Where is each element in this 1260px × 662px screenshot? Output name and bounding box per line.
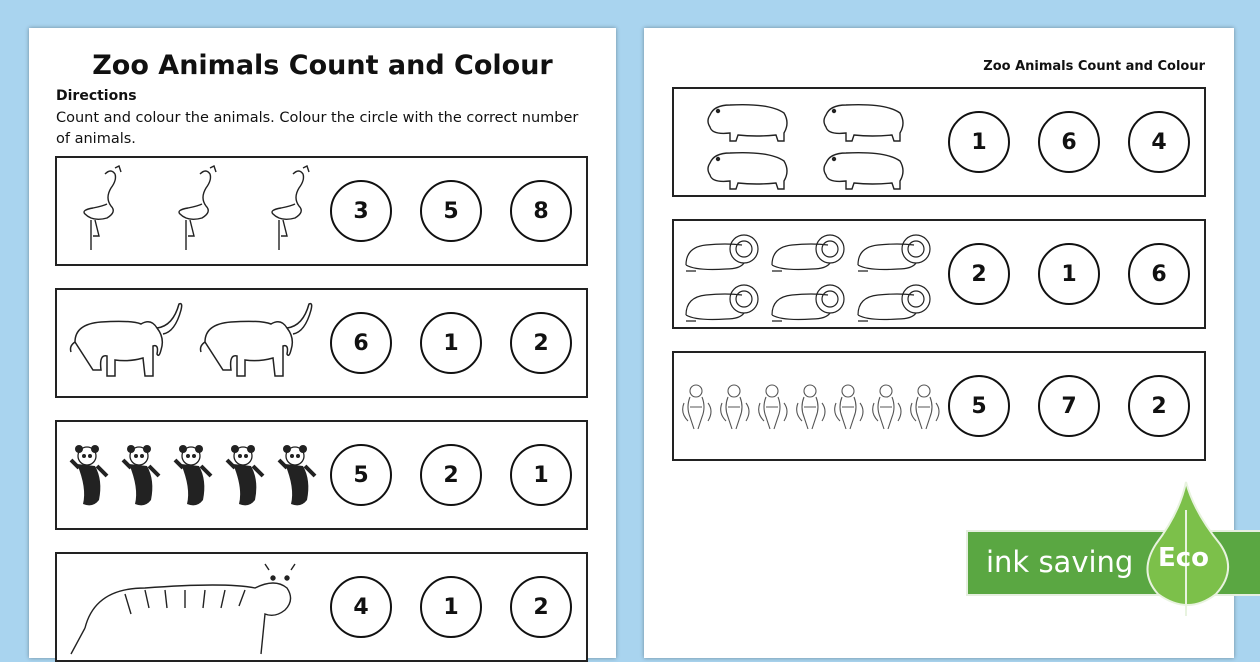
worksheet-page-1 [29,28,616,658]
monkey-group [682,357,952,455]
flamingo-icon [272,166,309,250]
hippo-icon [708,105,787,141]
answer-circle[interactable]: 4 [330,576,392,638]
answer-circle[interactable]: 1 [510,444,572,506]
count-row-panda [55,420,588,530]
answer-circle[interactable]: 6 [330,312,392,374]
elephant-icon [71,304,182,376]
answer-circle[interactable]: 8 [510,180,572,242]
hippo-group [702,93,922,191]
monkey-icon [759,385,787,429]
lion-icon [686,285,758,321]
answer-circle[interactable]: 7 [1038,375,1100,437]
answer-circle[interactable]: 1 [948,111,1010,173]
page-header-title: Zoo Animals Count and Colour [983,59,1205,74]
panda-icon [227,445,263,505]
answer-circle[interactable]: 3 [330,180,392,242]
panda-icon [123,445,159,505]
panda-icon [175,445,211,505]
answer-circle[interactable]: 2 [510,312,572,374]
answer-circle[interactable]: 2 [1128,375,1190,437]
tiger-group [65,558,315,656]
elephant-group [65,294,325,392]
directions-heading: Directions [56,88,137,104]
flamingo-group [65,162,315,260]
answer-circle[interactable]: 6 [1038,111,1100,173]
panda-icon [279,445,315,505]
answer-circle[interactable]: 6 [1128,243,1190,305]
count-row-monkey [672,351,1206,461]
answer-circle[interactable]: 1 [420,312,482,374]
lion-icon [772,235,844,271]
monkey-icon [683,385,711,429]
elephant-icon [201,304,312,376]
flamingo-icon [179,166,216,250]
answer-circle[interactable]: 5 [420,180,482,242]
answer-circle[interactable]: 5 [330,444,392,506]
tiger-icon [71,564,295,654]
lion-icon [858,235,930,271]
hippo-icon [824,105,903,141]
hippo-icon [824,153,903,189]
flamingo-icon [84,166,121,250]
answer-circle[interactable]: 5 [948,375,1010,437]
answer-circle[interactable]: 1 [420,576,482,638]
lion-group [682,225,942,323]
lion-icon [772,285,844,321]
count-row-lion [672,219,1206,329]
monkey-icon [873,385,901,429]
answer-circle[interactable]: 4 [1128,111,1190,173]
count-row-tiger [55,552,588,662]
page-title: Zoo Animals Count and Colour [92,50,553,81]
hippo-icon [708,153,787,189]
lion-icon [858,285,930,321]
panda-group [65,426,325,524]
directions-text: Count and colour the animals. Colour the circle with the correct number of animals. [56,110,579,147]
lion-icon [686,235,758,271]
answer-circle[interactable]: 1 [1038,243,1100,305]
monkey-icon [835,385,863,429]
count-row-flamingo [55,156,588,266]
count-row-elephant [55,288,588,398]
ink-saving-label: ink saving [986,545,1134,579]
monkey-icon [797,385,825,429]
monkey-icon [721,385,749,429]
panda-icon [71,445,107,505]
answer-circle[interactable]: 2 [420,444,482,506]
answer-circle[interactable]: 2 [510,576,572,638]
answer-circle[interactable]: 2 [948,243,1010,305]
eco-label: Eco [1158,543,1210,573]
monkey-icon [911,385,939,429]
count-row-hippo [672,87,1206,197]
